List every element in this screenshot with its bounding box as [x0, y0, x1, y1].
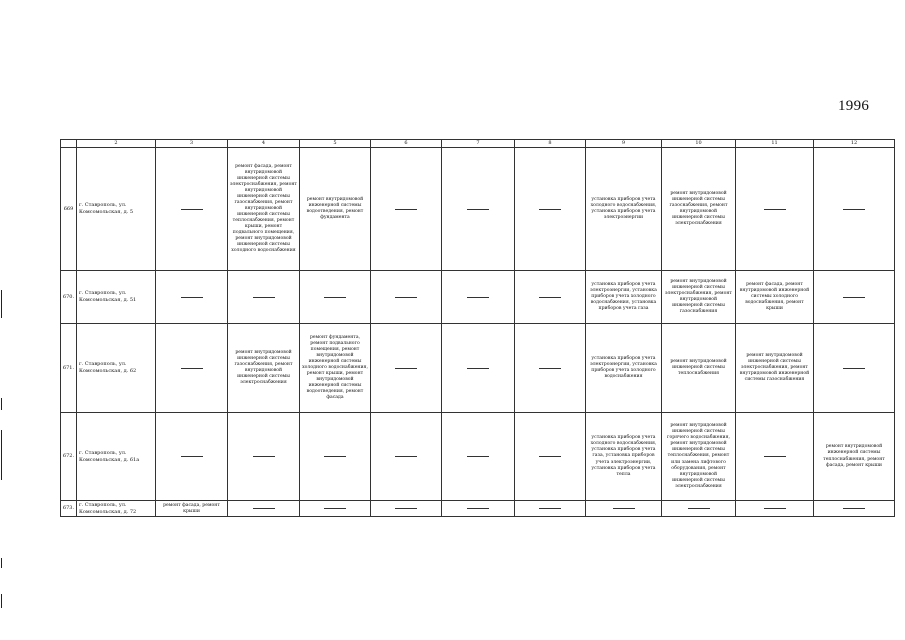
dash-mark [395, 297, 417, 298]
work-description-cell: ремонт внутридомовой инженерной системы горячего водоснабжения, ремонт внутридомовой инженерной системы теплоснабжения, ремонт или замена лифтового оборудования, ремонт внутридомовой инженерной системы электроснабжения [662, 413, 736, 501]
table-row [61, 271, 895, 324]
empty-cell [814, 324, 895, 413]
dash-mark [253, 508, 275, 509]
empty-cell [228, 271, 300, 324]
empty-cell [586, 501, 662, 517]
dash-mark [764, 508, 786, 509]
address-cell: г. Ставрополь, ул. Комсомольская, д. 62 [77, 324, 156, 413]
work-description-cell: установка приборов учета электроэнергии, установка приборов учета холодного водоснабжения [586, 324, 662, 413]
column-header: 10 [662, 140, 736, 148]
empty-cell [300, 413, 371, 501]
work-description-cell: ремонт внутридомовой инженерной системы электроснабжения, ремонт внутридомовой инженерной системы газоснабжения [736, 324, 814, 413]
dash-mark [395, 209, 417, 210]
row-number: 673. [61, 501, 77, 517]
empty-cell [515, 501, 586, 517]
column-header: 6 [371, 140, 442, 148]
column-number-row [61, 140, 895, 148]
work-description-cell: установка приборов учета холодного водоснабжения, установка приборов учета газа, установка приборов учета электроэнергии, установка приборов учета тепла [586, 413, 662, 501]
address-cell: г. Ставрополь, ул. Комсомольская, д. 5 [77, 148, 156, 271]
empty-cell [442, 271, 515, 324]
dash-mark [324, 297, 346, 298]
empty-cell [371, 148, 442, 271]
dash-mark [467, 456, 489, 457]
dash-mark [539, 209, 561, 210]
column-header [61, 140, 77, 148]
empty-cell [515, 271, 586, 324]
column-header: 9 [586, 140, 662, 148]
empty-cell [228, 501, 300, 517]
repair-schedule-table [60, 139, 895, 517]
empty-cell [371, 413, 442, 501]
table-row [61, 501, 895, 517]
empty-cell [371, 501, 442, 517]
empty-cell [371, 271, 442, 324]
dash-mark [181, 456, 203, 457]
column-header: 3 [156, 140, 228, 148]
table-row [61, 413, 895, 501]
empty-cell [662, 501, 736, 517]
work-description-cell: ремонт внутридомовой инженерной системы водоотведения, ремонт фундамента [300, 148, 371, 271]
table-row [61, 324, 895, 413]
empty-cell [156, 324, 228, 413]
dash-mark [395, 508, 417, 509]
dash-mark [539, 508, 561, 509]
address-cell: г. Ставрополь, ул. Комсомольская, д. 61а [77, 413, 156, 501]
empty-cell [156, 413, 228, 501]
table-row [61, 148, 895, 271]
scan-edge-mark [1, 290, 2, 318]
dash-mark [688, 508, 710, 509]
dash-mark [181, 297, 203, 298]
dash-mark [764, 456, 786, 457]
work-description-cell: ремонт внутридомовой инженерной системы теплоснабжения, ремонт фасада, ремонт крыши [814, 413, 895, 501]
dash-mark [539, 368, 561, 369]
address-cell: г. Ставрополь, ул. Комсомольская, д. 51 [77, 271, 156, 324]
dash-mark [613, 508, 635, 509]
column-header: 7 [442, 140, 515, 148]
empty-cell [814, 271, 895, 324]
empty-cell [442, 501, 515, 517]
empty-cell [736, 413, 814, 501]
dash-mark [843, 297, 865, 298]
dash-mark [253, 456, 275, 457]
empty-cell [814, 501, 895, 517]
row-number: 672. [61, 413, 77, 501]
address-cell: г. Ставрополь, ул. Комсомольская, д. 72 [77, 501, 156, 517]
scan-edge-mark [1, 430, 2, 480]
dash-mark [843, 209, 865, 210]
dash-mark [539, 456, 561, 457]
row-number: 670. [61, 271, 77, 324]
dash-mark [843, 368, 865, 369]
empty-cell [515, 324, 586, 413]
work-description-cell: ремонт фундамента, ремонт подвального помещения, ремонт внутридомовой инженерной системы холодного водоснабжения, ремонт крыши, ремонт внутридомовой инженерной системы водоотведения, ремонт фасада [300, 324, 371, 413]
empty-cell [442, 413, 515, 501]
dash-mark [324, 456, 346, 457]
column-header: 2 [77, 140, 156, 148]
work-description-cell: ремонт фасада, ремонт крыши [156, 501, 228, 517]
dash-mark [395, 456, 417, 457]
dash-mark [764, 209, 786, 210]
work-description-cell: установка приборов учета холодного водоснабжения, установка приборов учета электроэнергии [586, 148, 662, 271]
column-header: 4 [228, 140, 300, 148]
dash-mark [467, 297, 489, 298]
dash-mark [467, 508, 489, 509]
empty-cell [442, 324, 515, 413]
dash-mark [539, 297, 561, 298]
dash-mark [253, 297, 275, 298]
work-description-cell: ремонт внутридомовой инженерной системы электроснабжения, ремонт внутридомовой инженерной системы газоснабжения [662, 271, 736, 324]
work-description-cell: ремонт внутридомовой инженерной системы газоснабжения, ремонт внутридомовой инженерной системы электроснабжения [662, 148, 736, 271]
row-number: 671. [61, 324, 77, 413]
empty-cell [515, 413, 586, 501]
empty-cell [442, 148, 515, 271]
column-header: 11 [736, 140, 814, 148]
dash-mark [324, 508, 346, 509]
empty-cell [300, 501, 371, 517]
dash-mark [467, 368, 489, 369]
column-header: 12 [814, 140, 895, 148]
work-description-cell: ремонт фасада, ремонт внутридомовой инженерной системы холодного водоснабжения, ремонт крыши [736, 271, 814, 324]
empty-cell [156, 271, 228, 324]
dash-mark [843, 508, 865, 509]
dash-mark [181, 209, 203, 210]
column-header: 8 [515, 140, 586, 148]
work-description-cell: установка приборов учета электроэнергии, установка приборов учета холодного водоснабжения, установка приборов учета газа [586, 271, 662, 324]
empty-cell [814, 148, 895, 271]
empty-cell [736, 148, 814, 271]
work-description-cell: ремонт фасада, ремонт внутридомовой инженерной системы электроснабжения, ремонт внутридомовой инженерной системы газоснабжения, ремонт внутридомовой инженерной системы теплоснабжения, ремонт крыши, ремонт подвального помещения, ремонт внутридомовой инженерной системы холодного водоснабжения [228, 148, 300, 271]
scan-edge-mark [1, 398, 2, 410]
dash-mark [467, 209, 489, 210]
work-description-cell: ремонт внутридомовой инженерной системы теплоснабжения [662, 324, 736, 413]
scan-edge-mark [1, 594, 2, 608]
empty-cell [515, 148, 586, 271]
empty-cell [156, 148, 228, 271]
scan-edge-mark [1, 558, 2, 568]
row-number: 669 [61, 148, 77, 271]
work-description-cell: ремонт внутридомовой инженерной системы газоснабжения, ремонт внутридомовой инженерной системы электроснабжения [228, 324, 300, 413]
dash-mark [181, 368, 203, 369]
dash-mark [395, 368, 417, 369]
empty-cell [371, 324, 442, 413]
empty-cell [228, 413, 300, 501]
empty-cell [300, 271, 371, 324]
page-number: 1996 [838, 98, 870, 114]
empty-cell [736, 501, 814, 517]
column-header: 5 [300, 140, 371, 148]
